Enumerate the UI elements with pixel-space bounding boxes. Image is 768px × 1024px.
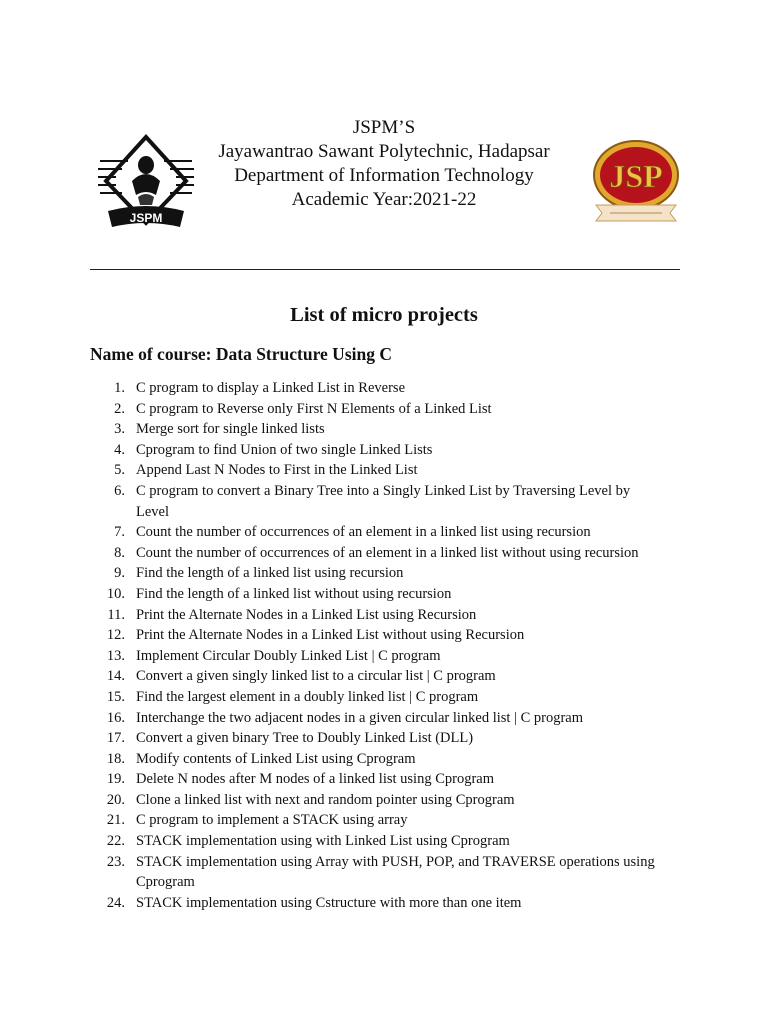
document-title: List of micro projects xyxy=(290,304,478,326)
project-item xyxy=(0,522,666,543)
project-item xyxy=(0,790,666,811)
project-text: C program to display a Linked List in Reverse xyxy=(136,380,406,396)
project-text: STACK implementation using Cstructure with more than one item xyxy=(136,894,522,911)
project-text: STACK implementation using Array with PUSH, POP, and TRAVERSE operations using Cprogram xyxy=(136,853,655,891)
project-item xyxy=(0,563,666,584)
project-number: 14. xyxy=(106,668,125,685)
project-text: Convert a given binary Tree to Doubly Linked List (DLL) xyxy=(136,730,474,747)
project-text: Merge sort for single linked lists xyxy=(136,421,325,438)
project-number: 5. xyxy=(114,462,125,479)
project-text: Implement Circular Doubly Linked List | C program xyxy=(136,647,441,664)
project-item xyxy=(0,728,666,749)
project-number: 12. xyxy=(106,627,125,644)
jspm-emblem-text: JSPM xyxy=(129,211,163,225)
project-text: Convert a given singly linked list to a circular list | C program xyxy=(136,668,496,685)
project-item xyxy=(0,749,666,770)
project-item xyxy=(0,460,666,481)
project-text: Cprogram to find Union of two single Linked Lists xyxy=(136,441,433,458)
course-name: Name of course: Data Structure Using C xyxy=(90,344,392,364)
project-item xyxy=(0,584,666,605)
project-number: 16. xyxy=(106,709,125,726)
project-number: 13. xyxy=(106,647,125,664)
project-item xyxy=(0,810,666,831)
project-text: C program to implement a STACK using array xyxy=(136,812,408,829)
project-text: Count the number of occurrences of an element in a linked list without using recursion xyxy=(136,544,639,561)
project-item xyxy=(0,625,666,646)
jsp-badge-logo xyxy=(590,137,682,227)
project-item xyxy=(0,666,666,687)
header-line-department: Department of Information Technology xyxy=(234,165,534,186)
header-line-institute: Jayawantrao Sawant Polytechnic, Hadapsar xyxy=(218,141,550,162)
project-number: 24. xyxy=(106,894,125,911)
project-text: Find the length of a linked list without using recursion xyxy=(136,585,452,602)
header-divider xyxy=(90,269,680,270)
project-text: Find the length of a linked list using recursion xyxy=(136,565,404,582)
project-number: 4. xyxy=(114,441,125,458)
project-item xyxy=(0,543,666,564)
project-text: Interchange the two adjacent nodes in a given circular linked list | C program xyxy=(136,709,584,726)
project-item xyxy=(0,852,666,893)
project-number: 22. xyxy=(106,833,125,850)
project-item xyxy=(0,831,666,852)
project-number: 15. xyxy=(106,688,125,705)
project-number: 3. xyxy=(114,421,125,438)
project-text: Count the number of occurrences of an element in a linked list using recursion xyxy=(136,524,591,541)
jsp-badge-text: JSP xyxy=(609,158,663,194)
project-number: 17. xyxy=(106,730,125,747)
project-text: Append Last N Nodes to First in the Linked List xyxy=(136,462,418,479)
project-item xyxy=(0,687,666,708)
project-number: 18. xyxy=(106,750,125,767)
project-number: 21. xyxy=(106,812,125,829)
project-number: 2. xyxy=(114,400,125,417)
project-text: Find the largest element in a doubly linked list | C program xyxy=(136,688,479,705)
project-item xyxy=(0,605,666,626)
project-item xyxy=(0,646,666,667)
project-number: 8. xyxy=(114,544,125,561)
project-item xyxy=(0,440,666,461)
project-number: 6. xyxy=(114,482,125,499)
project-number: 10. xyxy=(106,585,125,602)
project-item xyxy=(0,708,666,729)
project-text: Clone a linked list with next and random pointer using Cprogram xyxy=(136,791,515,808)
project-item xyxy=(0,378,666,399)
project-text: Print the Alternate Nodes in a Linked List using Recursion xyxy=(136,606,477,623)
micro-projects-list xyxy=(0,378,768,913)
project-item xyxy=(0,419,666,440)
project-number: 23. xyxy=(106,853,125,870)
project-number: 9. xyxy=(114,565,125,582)
project-number: 7. xyxy=(114,524,125,541)
project-item xyxy=(0,399,666,420)
project-item xyxy=(0,769,666,790)
project-text: Delete N nodes after M nodes of a linked list using Cprogram xyxy=(136,771,494,788)
header-line-org: JSPM’S xyxy=(352,117,416,138)
header-line-academic-year: Academic Year:2021-22 xyxy=(291,189,477,210)
project-number: 20. xyxy=(106,791,125,808)
project-item xyxy=(0,893,666,914)
project-text: Modify contents of Linked List using Cprogram xyxy=(136,750,416,767)
project-number: 19. xyxy=(106,771,125,788)
project-number: 1. xyxy=(114,380,125,396)
project-text: Print the Alternate Nodes in a Linked List without using Recursion xyxy=(136,627,525,644)
project-text: C program to convert a Binary Tree into a Singly Linked List by Traversing Level by Level xyxy=(136,482,631,520)
project-text: STACK implementation using with Linked List using Cprogram xyxy=(136,833,510,850)
project-number: 11. xyxy=(107,606,125,623)
project-item xyxy=(0,481,666,522)
project-text: C program to Reverse only First N Elements of a Linked List xyxy=(136,400,492,417)
